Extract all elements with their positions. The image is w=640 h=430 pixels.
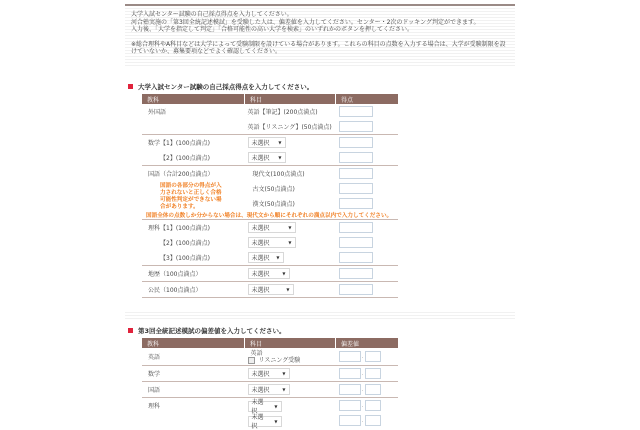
- score-input-kobun[interactable]: [339, 183, 373, 194]
- table-row: 未選択 ▼ .: [142, 413, 398, 428]
- score-input-koumin[interactable]: [339, 284, 373, 295]
- deviation-table: [142, 338, 398, 428]
- deviation-input-kokugo-dec[interactable]: [365, 384, 381, 395]
- intro-line-3: 入力後、「大学を指定して判定」「合格可能性の高い大学を検索」のいずれかのボタンを押してください。: [131, 26, 414, 33]
- deviation-input-science1-dec[interactable]: [365, 400, 381, 411]
- intro-line-2: 河合塾実施の「第3回全統記述模試」を受験した人は、偏差値を入力してください。センター・2次のドッキング判定ができます。: [131, 18, 480, 26]
- math-deviation-select[interactable]: 未選択 ▼: [248, 368, 290, 379]
- dropdown-arrow-icon: ▼: [276, 255, 280, 260]
- table-row: 公民（100点満点） 未選択 ▼: [142, 282, 398, 298]
- table-row: 【2】(100点満点) 未選択 ▼: [142, 235, 398, 250]
- table-row: 地歴（100点満点） 未選択 ▼: [142, 266, 398, 282]
- listening-checkbox[interactable]: [248, 357, 255, 364]
- score-input-english-listening[interactable]: [339, 121, 373, 132]
- dropdown-arrow-icon: ▼: [288, 225, 292, 230]
- dropdown-arrow-icon: ▼: [282, 387, 286, 392]
- chireki-select[interactable]: 未選択 ▼: [248, 268, 290, 279]
- intro-note: ※総合理科やA科目などは大学によって受験制限を設けている場合があります。これらの科目の点数を入力する場合は、大学が受験制限を設けていないか、募集要項などでよく確認してください。: [131, 40, 506, 55]
- deviation-input-english-int[interactable]: [339, 351, 361, 362]
- red-square-icon: [128, 84, 133, 89]
- header-kamoku: 科目: [245, 338, 336, 348]
- deviation-input-science2-dec[interactable]: [365, 415, 381, 426]
- table-row: 理科 未選択 ▼ .: [142, 398, 398, 414]
- header-tokuten: 得点: [336, 94, 399, 104]
- table-row: 国語（合計200点満点） 現代文(100点満点): [142, 166, 398, 182]
- science2-deviation-select[interactable]: 未選択 ▼: [248, 416, 282, 427]
- deviation-input-science2-int[interactable]: [339, 415, 361, 426]
- math2-select[interactable]: 未選択 ▼: [248, 152, 286, 163]
- science1-deviation-select[interactable]: 未選択 ▼: [248, 401, 282, 412]
- header-kyouka: 教科: [142, 338, 245, 348]
- dropdown-arrow-icon: ▼: [282, 271, 286, 276]
- table-row: 数学【1】(100点満点) 未選択 ▼: [142, 135, 398, 151]
- header-hensachi: 偏差値: [336, 338, 399, 348]
- deviation-input-math-int[interactable]: [339, 368, 361, 379]
- table-row: 国語 未選択 ▼ .: [142, 382, 398, 398]
- deviation-input-english-dec[interactable]: [365, 351, 381, 362]
- dropdown-arrow-icon: ▼: [282, 371, 286, 376]
- dropdown-arrow-icon: ▼: [286, 287, 290, 292]
- score-input-science3[interactable]: [339, 252, 373, 263]
- score-input-math2[interactable]: [339, 152, 373, 163]
- table-row: 英語【リスニング】(50点満点): [142, 119, 398, 135]
- science1-select[interactable]: 未選択 ▼: [248, 222, 296, 233]
- math1-select[interactable]: 未選択 ▼: [248, 137, 286, 148]
- header-kyouka: 教科: [142, 94, 245, 104]
- red-square-icon: [128, 328, 133, 333]
- dropdown-arrow-icon: ▼: [278, 140, 282, 145]
- table-row: 数学 未選択 ▼ .: [142, 366, 398, 382]
- table-row: 【2】(100点満点) 未選択 ▼: [142, 150, 398, 166]
- center-score-table: [142, 94, 398, 298]
- score-input-chireki[interactable]: [339, 268, 373, 279]
- deviation-input-science1-int[interactable]: [339, 400, 361, 411]
- table-row: 外国語 英語【筆記】(200点満点): [142, 104, 398, 119]
- dropdown-arrow-icon: ▼: [278, 155, 282, 160]
- table-row: 英語 英語 リスニング受験 .: [142, 348, 398, 366]
- table-row: 理科【1】(100点満点) 未選択 ▼: [142, 220, 398, 236]
- score-input-science1[interactable]: [339, 222, 373, 233]
- score-input-gendaibun[interactable]: [339, 168, 373, 179]
- kokugo-deviation-select[interactable]: 未選択 ▼: [248, 384, 290, 395]
- science2-select[interactable]: 未選択 ▼: [248, 237, 296, 248]
- header-kamoku: 科目: [245, 94, 336, 104]
- intro-box: [125, 4, 515, 68]
- table-row: 【3】(100点満点) 未選択 ▼: [142, 250, 398, 266]
- kokugo-note: 国語の各部分の得点が入力されないと正しく合格可能性判定ができない場合があります。: [160, 183, 222, 210]
- page-container: [125, 0, 515, 428]
- koumin-select[interactable]: 未選択 ▼: [248, 284, 294, 295]
- dropdown-arrow-icon: ▼: [288, 240, 292, 245]
- table-row: 漢文(50点満点): [142, 196, 398, 211]
- score-input-science2[interactable]: [339, 237, 373, 248]
- dropdown-arrow-icon: ▼: [274, 403, 278, 409]
- section2-title: 第3回全統記述模試の偏差値を入力してください。: [128, 326, 515, 335]
- kokugo-wide-note: 国語全体の点数しか分からない場合は、現代文から順にそれぞれの満点以内で入力してください。: [142, 211, 398, 220]
- section-divider: [125, 310, 515, 320]
- dropdown-arrow-icon: ▼: [274, 418, 278, 424]
- intro-line-1: 大学入試センター試験の自己採点得点を入力してください。: [131, 11, 293, 18]
- score-input-english-writing[interactable]: [339, 106, 373, 117]
- table-row: 国語の各部分の得点が入力されないと正しく合格可能性判定ができない場合があります。 古文(50点満点): [142, 181, 398, 196]
- score-input-kanbun[interactable]: [339, 198, 373, 209]
- score-input-math1[interactable]: [339, 137, 373, 148]
- section1-title: 大学入試センター試験の自己採点得点を入力してください。: [128, 82, 515, 91]
- science3-select[interactable]: 未選択 ▼: [248, 252, 284, 263]
- deviation-input-math-dec[interactable]: [365, 368, 381, 379]
- deviation-input-kokugo-int[interactable]: [339, 384, 361, 395]
